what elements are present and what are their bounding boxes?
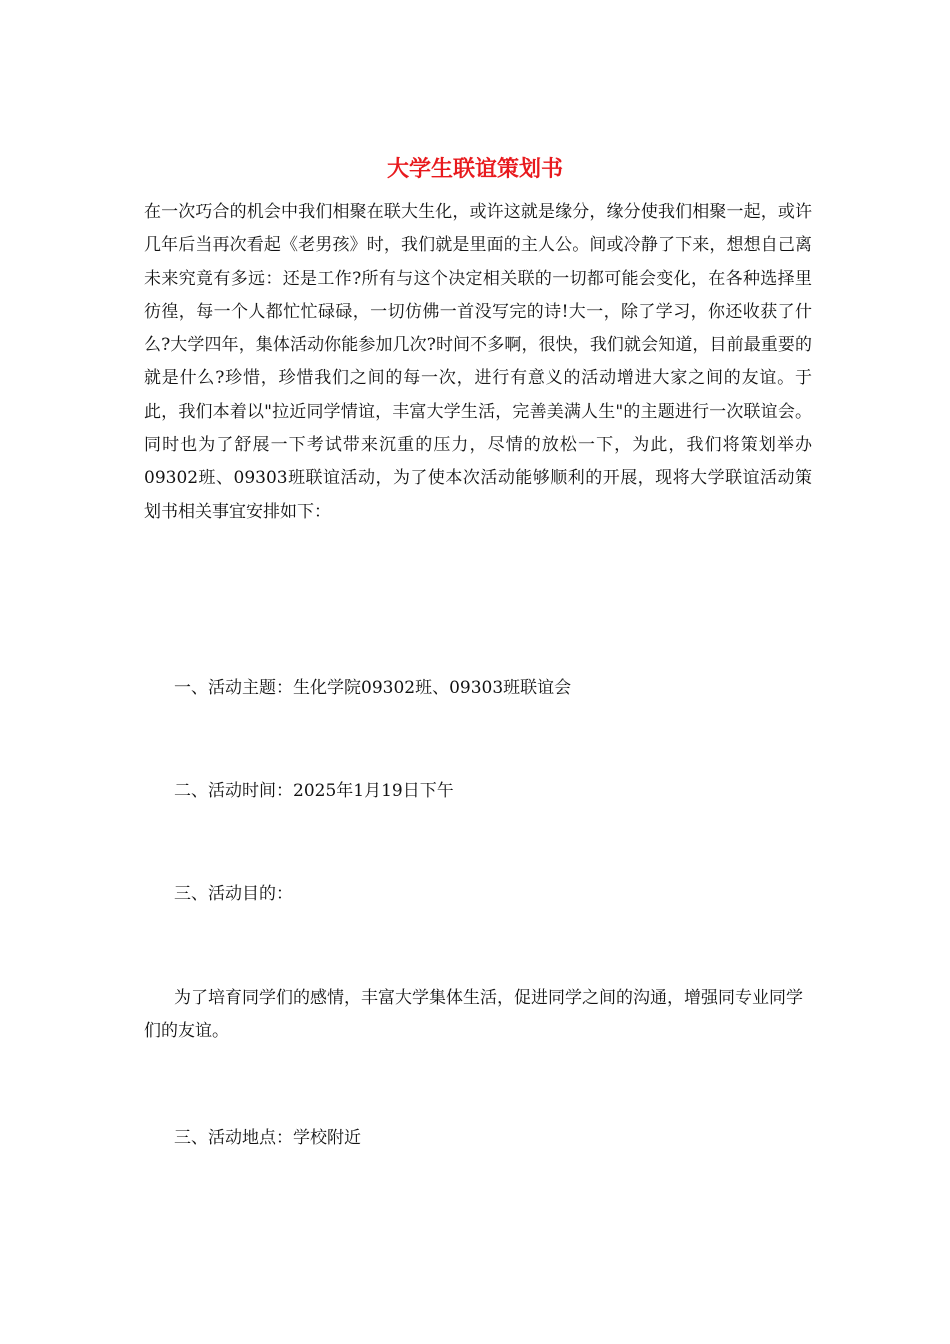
intro-paragraph: 在一次巧合的机会中我们相聚在联大生化，或许这就是缘分，缘分使我们相聚一起，或许几年后当再次看起《老男孩》时，我们就是里面的主人公。间或冷静了下来，想想自己离未来究竟有多远：还是工作?所有与这个决定相关联的一切都可能会变化，在各种选择里彷徨，每一个人都忙忙碌碌，一切仿佛一首没写完的诗!大一，除了学习，你还收获了什么?大学四年，集体活动你能参加几次?时间不多啊，很快，我们就会知道，目前最重要的就是什么?珍惜，珍惜我们之间的每一次，进行有意义的活动增进大家之间的友谊。于此，我们本着以"拉近同学情谊，丰富大学生活，完善美满人生"的主题进行一次联谊会。同时也为了舒展一下考试带来沉重的压力，尽情的放松一下，为此，我们将策划举办09302班、09303班联谊活动，为了使本次活动能够顺利的开展，现将大学联谊活动策划书相关事宜安排如下： — [144, 202, 812, 522]
activity-time: 二、活动时间：2025年1月19日下午 — [174, 781, 454, 801]
activity-theme: 一、活动主题：生化学院09302班、09303班联谊会 — [174, 678, 572, 698]
activity-place: 三、活动地点：学校附近 — [174, 1128, 361, 1148]
activity-goal-heading: 三、活动目的： — [174, 884, 293, 904]
activity-goal-paragraph: 为了培育同学们的感情，丰富大学集体生活，促进同学之间的沟通，增强同专业同学们的友谊。 — [144, 988, 803, 1042]
document-title: 大学生联谊策划书 — [386, 156, 563, 182]
